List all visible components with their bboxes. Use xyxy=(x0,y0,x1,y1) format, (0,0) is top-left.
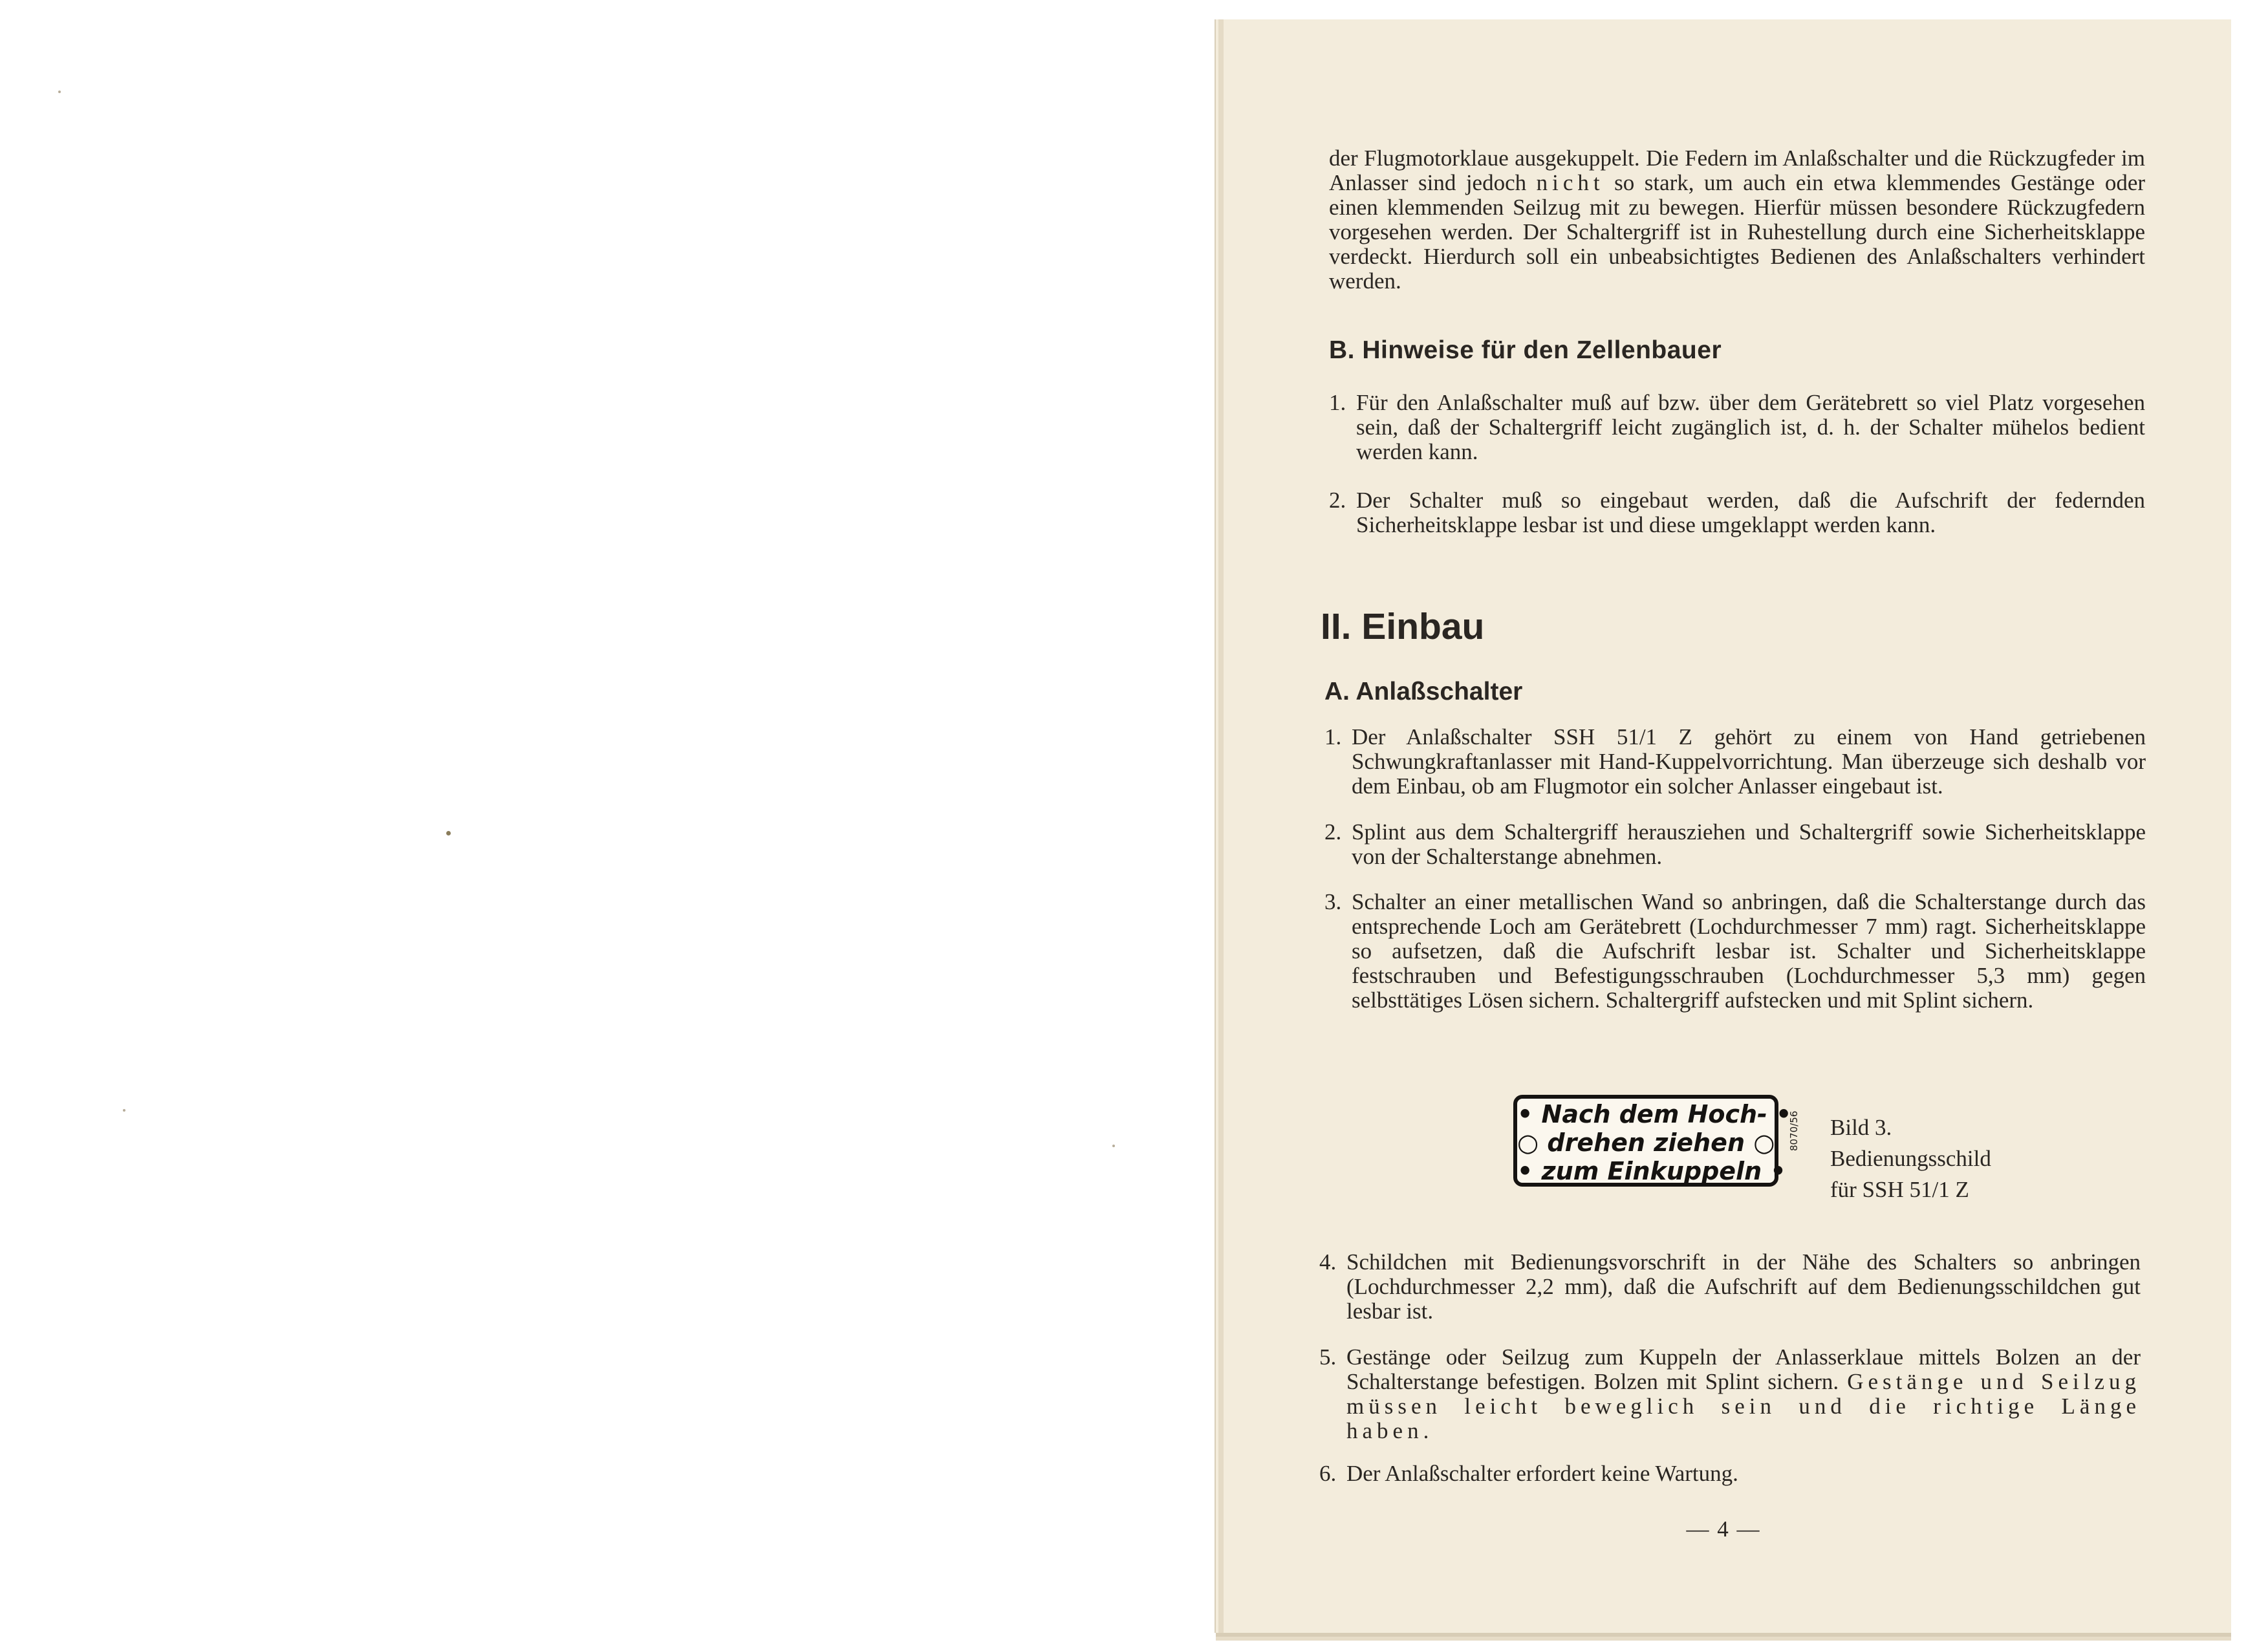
item-text: Der Anlaßschalter SSH 51/1 Z gehört zu einem von Hand getriebenen Schwungkraftanlasser mit Hand-Kuppelvorrichtung. Man überzeuge sich deshalb vor dem Einbau, ob am Flugmotor ein solcher Anlasser eingebaut ist. xyxy=(1352,724,2146,799)
list-item xyxy=(1329,391,2145,464)
caption-line: Bild 3. xyxy=(1830,1115,1892,1140)
operating-instruction-sign xyxy=(1513,1095,1792,1187)
item-text-start: Gestänge oder Seilzug zum Kuppeln der Anlasserklaue mittels Bolzen an der Schalterstange befestigen. Bolzen mit Splint sichern. xyxy=(1346,1344,2141,1394)
paper-speck xyxy=(446,831,451,835)
intro-text-end: so stark, um auch ein etwa klemmendes Gestänge oder einen klemmenden Seilzug mit zu bewegen. Hierfür müssen besondere Rückzugfedern vorgesehen werden. Der Schaltergriff ist in Ruhestellung durch eine Sicherheitsklappe verdeckt. Hierdurch soll ein unbeabsichtigtes Bedienen des Anlaßschalters verhindert werden. xyxy=(1329,170,2146,294)
caption-line: Bedienungsschild xyxy=(1830,1146,1991,1171)
list-item xyxy=(1319,1461,2141,1486)
list-item xyxy=(1324,725,2146,799)
list-item xyxy=(1319,1345,2141,1443)
item-number: 1. xyxy=(1324,724,1342,749)
item-number: 3. xyxy=(1324,889,1342,914)
paper-speck xyxy=(58,91,61,93)
paper-speck xyxy=(1112,1145,1115,1147)
intro-paragraph xyxy=(1329,146,2145,294)
item-number: 6. xyxy=(1319,1461,1337,1486)
item-emphasis: Gestänge und Seilzug müssen leicht beweglich sein und die richtige Länge haben. xyxy=(1346,1369,2141,1443)
intro-emphasis: nicht xyxy=(1536,170,1604,195)
item-number: 4. xyxy=(1319,1249,1337,1275)
section-b-heading: B. Hinweise für den Zellenbauer xyxy=(1329,336,1722,364)
list-item xyxy=(1324,890,2146,1013)
list-item xyxy=(1319,1250,2141,1324)
item-number: 2. xyxy=(1324,819,1342,845)
figure-caption xyxy=(1830,1112,1991,1205)
item-text: Schalter an einer metallischen Wand so anbringen, daß die Schalterstange durch das entsprechende Loch am Gerätebrett (Lochdurchmesser 7 mm) ragt. Sicherheitsklappe so aufsetzen, daß die Aufschrift lesbar ist. Schalter und Sicherheitsklappe festschrauben und Befestigungsschrauben (Lochdurchmesser 5,3 mm) gegen selbsttätiges Lösen sichern. Schaltergriff aufstecken und mit Splint sichern. xyxy=(1352,889,2146,1013)
item-text: Schildchen mit Bedienungsvorschrift in der Nähe des Schalters so anbringen (Lochdurchmesser 2,2 mm), daß die Aufschrift auf dem Bedienungsschildchen gut lesbar ist. xyxy=(1346,1249,2141,1324)
caption-line: für SSH 51/1 Z xyxy=(1830,1177,1969,1202)
paper-speck xyxy=(123,1109,125,1112)
item-text: Splint aus dem Schaltergriff herausziehen und Schaltergriff sowie Sicherheitsklappe von der Schalterstange abnehmen. xyxy=(1352,819,2146,869)
section-a-heading: A. Anlaßschalter xyxy=(1324,678,1523,706)
item-text: Für den Anlaßschalter muß auf bzw. über dem Gerätebrett so viel Platz vorgesehen sein, daß der Schaltergriff leicht zugänglich ist, d. h. der Schalter mühelos bedient werden kann. xyxy=(1356,390,2145,464)
page-edge xyxy=(1218,19,1224,1633)
page-number: — 4 — xyxy=(1686,1516,1761,1542)
item-number: 5. xyxy=(1319,1344,1337,1370)
item-number: 1. xyxy=(1329,390,1346,415)
item-text xyxy=(1346,1345,2141,1443)
item-text: Der Anlaßschalter erfordert keine Wartung. xyxy=(1346,1461,1738,1486)
item-number: 2. xyxy=(1329,488,1346,513)
sign-line: ○ drehen ziehen ○ xyxy=(1517,1128,1775,1157)
chapter-heading: II. Einbau xyxy=(1321,606,1485,647)
sign-line: • Nach dem Hoch- • xyxy=(1517,1100,1792,1128)
sign-part-code: 8070/56 xyxy=(1788,1110,1800,1151)
list-item xyxy=(1329,488,2145,537)
sign-line: • zum Einkuppeln • xyxy=(1517,1157,1786,1185)
intro-text-start: der Flugmotorklaue ausgekuppelt. Die Federn im Anlaßschalter und die Rückzugfeder im Anlasser sind jedoch xyxy=(1329,146,2145,195)
document-page xyxy=(1216,19,2231,1633)
item-text: Der Schalter muß so eingebaut werden, daß die Aufschrift der federnden Sicherheitsklappe lesbar ist und diese umgeklappt werden kann. xyxy=(1356,488,2145,537)
list-item xyxy=(1324,820,2146,869)
